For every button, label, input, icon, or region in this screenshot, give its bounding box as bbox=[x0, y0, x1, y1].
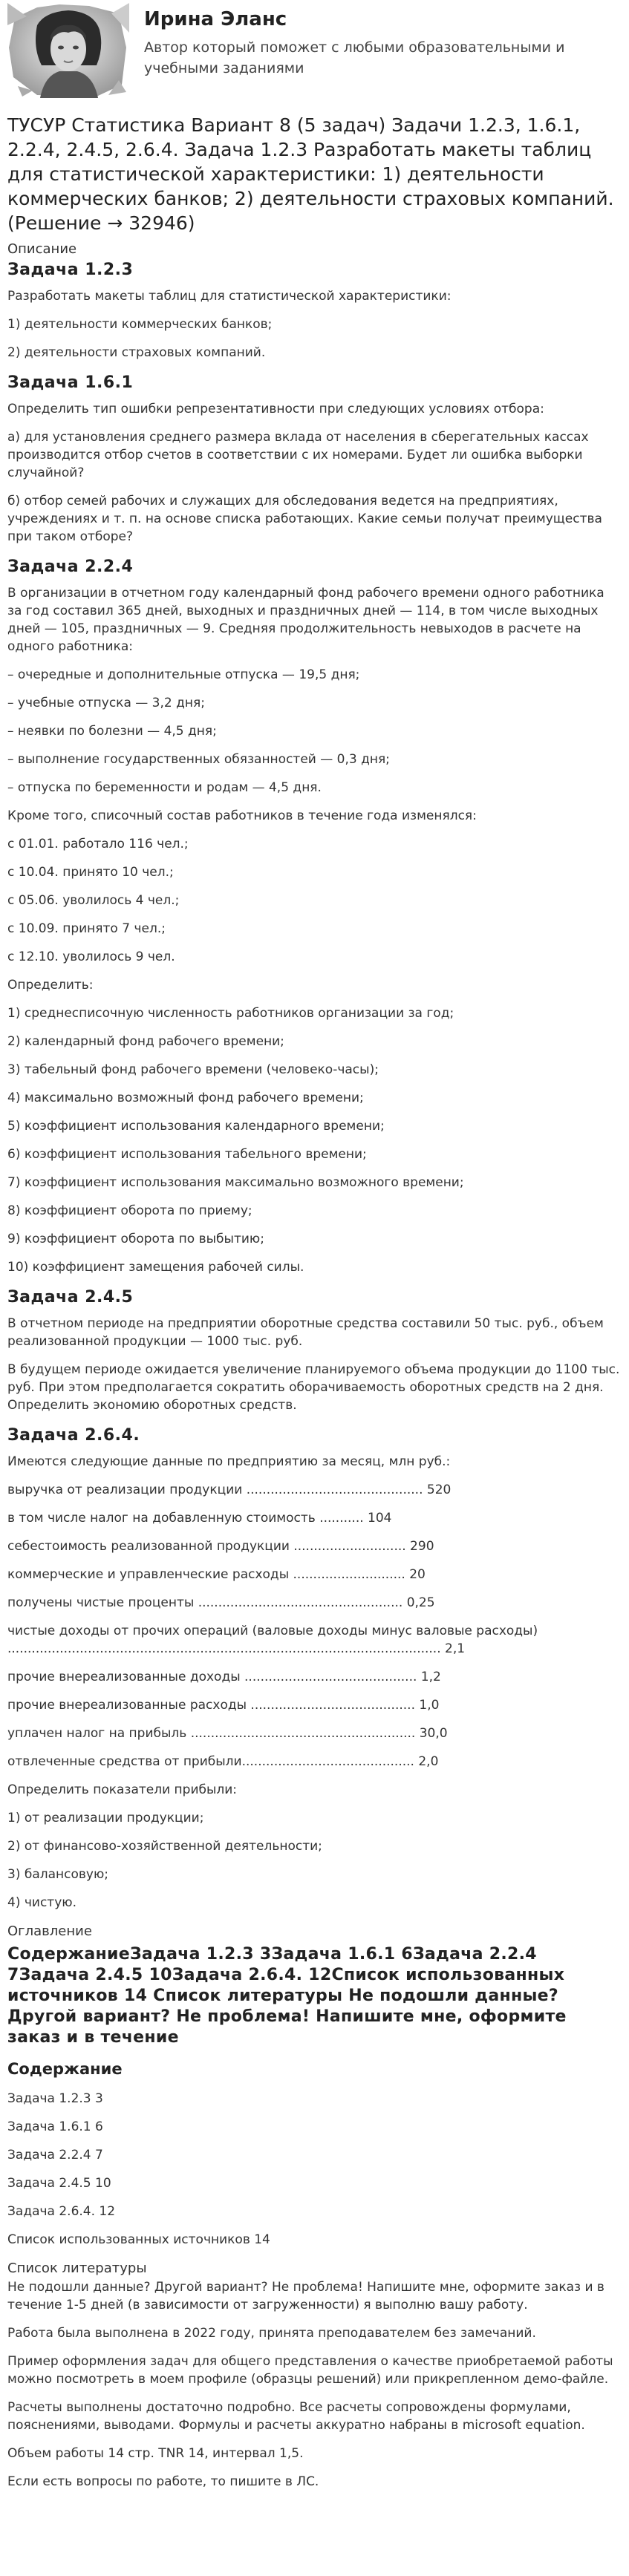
paragraph: В отчетном периоде на предприятии оборотные средства составили 50 тыс. руб., объем реализованной продукции — 1000 тыс. руб. bbox=[7, 1316, 604, 1349]
paragraph: 1) среднесписочную численность работников организации за год; bbox=[7, 1006, 454, 1021]
document-title: ТУСУР Статистика Вариант 8 (5 задач) Задачи 1.2.3, 1.6.1, 2.2.4, 2.4.5, 2.6.4. Задача 1.2.3 Разработать макеты таблиц для статистической характеристики: 1) деятельности коммерческих банков; 2) деятельности страховых компаний. (Решение → 32946) bbox=[7, 114, 614, 234]
paragraph: – неявки по болезни — 4,5 дня; bbox=[7, 724, 217, 739]
paragraph: Разработать макеты таблиц для статистической характеристики: bbox=[7, 289, 452, 304]
contents-item: Задача 2.2.4 7 bbox=[7, 2148, 103, 2163]
author-block bbox=[7, 0, 622, 102]
paragraph: – очередные и дополнительные отпуска — 19,5 дня; bbox=[7, 667, 360, 682]
paragraph: 4) чистую. bbox=[7, 1895, 76, 1910]
paragraph: с 10.04. принято 10 чел.; bbox=[7, 865, 174, 880]
paragraph: чистые доходы от прочих операций (валовые доходы минус валовые расходы) ............................................................................................................ 2,1 bbox=[7, 1624, 538, 1656]
paragraph: с 01.01. работало 116 чел.; bbox=[7, 837, 189, 851]
contents-label: Оглавление bbox=[7, 1923, 92, 1939]
paragraph: 6) коэффициент использования табельного времени; bbox=[7, 1147, 367, 1162]
paragraph: коммерческие и управленческие расходы ............................ 20 bbox=[7, 1567, 426, 1582]
paragraph: 2) деятельности страховых компаний. bbox=[7, 345, 266, 360]
paragraph: Определить показатели прибыли: bbox=[7, 1782, 238, 1797]
contents-item: Список использованных источников 14 bbox=[7, 2232, 270, 2247]
paragraph: прочие внереализованные доходы ........................................... 1,2 bbox=[7, 1670, 441, 1684]
literature-label: Список литературы bbox=[7, 2260, 147, 2276]
paragraph: Не подошли данные? Другой вариант? Не проблема! Напишите мне, оформите заказ и в течение 1-5 дней (в зависимости от загруженности) я выполню вашу работу. bbox=[7, 2280, 604, 2312]
closing-section bbox=[7, 2278, 622, 2491]
task-1-6-1 bbox=[7, 372, 622, 546]
paragraph: Расчеты выполнены достаточно подробно. Все расчеты сопровождены формулами, пояснениями, выводами. Формулы и расчеты аккуратно набраны в microsoft equation. bbox=[7, 2400, 585, 2433]
paragraph: себестоимость реализованной продукции ............................ 290 bbox=[7, 1539, 434, 1554]
paragraph: выручка от реализации продукции ............................................ 520 bbox=[7, 1482, 452, 1497]
task-heading: Задача 1.6.1 bbox=[7, 373, 134, 392]
contents-run: СодержаниеЗадача 1.2.3 3Задача 1.6.1 6Задача 2.2.4 7Задача 2.4.5 10Задача 2.6.4. 12Список использованных источников 14 Список литературы Не подошли данные? Другой вариант? Не проблема! Напишите мне, оформите заказ и в течение bbox=[7, 1945, 567, 2047]
task-heading: Задача 2.2.4 bbox=[7, 558, 134, 576]
task-1-2-3 bbox=[7, 259, 622, 362]
contents-item: Задача 1.6.1 6 bbox=[7, 2119, 103, 2134]
paragraph: 2) от финансово-хозяйственной деятельности; bbox=[7, 1839, 322, 1854]
paragraph: в том числе налог на добавленную стоимость ........... 104 bbox=[7, 1511, 392, 1526]
task-heading: Задача 2.6.4. bbox=[7, 1426, 140, 1445]
paragraph: уплачен налог на прибыль ........................................................ 30,0 bbox=[7, 1726, 448, 1741]
paragraph: а) для установления среднего размера вклада от населения в сберегательных кассах производится отбор счетов в соответствии с их номерами. Будет ли ошибка выборки случайной? bbox=[7, 430, 589, 480]
author-description: Автор который поможет с любыми образовательными и учебными заданиями bbox=[144, 39, 565, 76]
paragraph: 1) деятельности коммерческих банков; bbox=[7, 317, 273, 332]
paragraph: Имеются следующие данные по предприятию за месяц, млн руб.: bbox=[7, 1454, 451, 1469]
task-2-4-5 bbox=[7, 1287, 622, 1414]
avatar-photo bbox=[7, 3, 129, 98]
paragraph: В организации в отчетном году календарный фонд рабочего времени одного работника за год составил 365 дней, выходных и праздничных дней — 114, в том числе выходных дней — 105, праздничных — 9. Средняя продолжительность невыходов в расчете на одного работника: bbox=[7, 586, 604, 654]
contents-item: Задача 2.4.5 10 bbox=[7, 2176, 111, 2191]
paragraph: Пример оформления задач для общего представления о качестве приобретаемой работы можно посмотреть в моем профиле (образцы решений) или прикрепленном демо-файле. bbox=[7, 2354, 613, 2387]
task-heading: Задача 1.2.3 bbox=[7, 261, 134, 279]
paragraph: 3) балансовую; bbox=[7, 1867, 109, 1882]
paragraph: Определить тип ошибки репрезентативности при следующих условиях отбора: bbox=[7, 402, 544, 416]
paragraph: с 12.10. уволилось 9 чел. bbox=[7, 949, 175, 964]
paragraph: получены чистые проценты ................................................... 0,25 bbox=[7, 1595, 435, 1610]
contents-item: Задача 1.2.3 3 bbox=[7, 2091, 103, 2106]
paragraph: Определить: bbox=[7, 978, 94, 993]
paragraph: Кроме того, списочный состав работников в течение года изменялся: bbox=[7, 808, 477, 823]
paragraph: 7) коэффициент использования максимально возможного времени; bbox=[7, 1175, 464, 1190]
contents-section bbox=[7, 2059, 622, 2249]
paragraph: б) отбор семей рабочих и служащих для обследования ведется на предприятиях, учреждениях и т. п. на основе списка работающих. Какие семьи получат преимущества при таком отборе? bbox=[7, 494, 602, 544]
task-2-2-4 bbox=[7, 556, 622, 1276]
paragraph: – выполнение государственных обязанностей — 0,3 дня; bbox=[7, 752, 390, 767]
paragraph: 8) коэффициент оборота по приему; bbox=[7, 1203, 252, 1218]
paragraph: Работа была выполнена в 2022 году, принята преподавателем без замечаний. bbox=[7, 2326, 536, 2341]
paragraph: – учебные отпуска — 3,2 дня; bbox=[7, 696, 205, 710]
paragraph: 4) максимально возможный фонд рабочего времени; bbox=[7, 1091, 364, 1105]
paragraph: Если есть вопросы по работе, то пишите в ЛС. bbox=[7, 2474, 319, 2489]
task-heading: Задача 2.4.5 bbox=[7, 1288, 134, 1307]
paragraph: 2) календарный фонд рабочего времени; bbox=[7, 1034, 284, 1049]
paragraph: отвлеченные средства от прибыли........................................... 2,0 bbox=[7, 1754, 439, 1769]
paragraph: 9) коэффициент оборота по выбытию; bbox=[7, 1232, 264, 1246]
description-label: Описание bbox=[7, 241, 77, 257]
paragraph: Объем работы 14 стр. TNR 14, интервал 1,5. bbox=[7, 2446, 304, 2461]
paragraph: с 10.09. принято 7 чел.; bbox=[7, 921, 166, 936]
author-name[interactable]: Ирина Эланс bbox=[144, 8, 287, 30]
paragraph: 1) от реализации продукции; bbox=[7, 1811, 204, 1825]
paragraph: В будущем периоде ожидается увеличение планируемого объема продукции до 1100 тыс. руб. При этом предполагается сократить оборачиваемость оборотных средств на 2 дня. Определить экономию оборотных средств. bbox=[7, 1362, 620, 1413]
paragraph: с 05.06. уволилось 4 чел.; bbox=[7, 893, 180, 908]
paragraph: – отпуска по беременности и родам — 4,5 дня. bbox=[7, 780, 322, 795]
avatar[interactable] bbox=[7, 3, 129, 98]
paragraph: прочие внереализованные расходы ......................................... 1,0 bbox=[7, 1698, 440, 1713]
paragraph: 3) табельный фонд рабочего времени (человеко-часы); bbox=[7, 1062, 379, 1077]
task-2-6-4 bbox=[7, 1425, 622, 1912]
contents-item: Задача 2.6.4. 12 bbox=[7, 2204, 116, 2219]
paragraph: 10) коэффициент замещения рабочей силы. bbox=[7, 1260, 304, 1275]
contents-heading: Содержание bbox=[7, 2060, 123, 2078]
paragraph: 5) коэффициент использования календарного времени; bbox=[7, 1119, 385, 1134]
